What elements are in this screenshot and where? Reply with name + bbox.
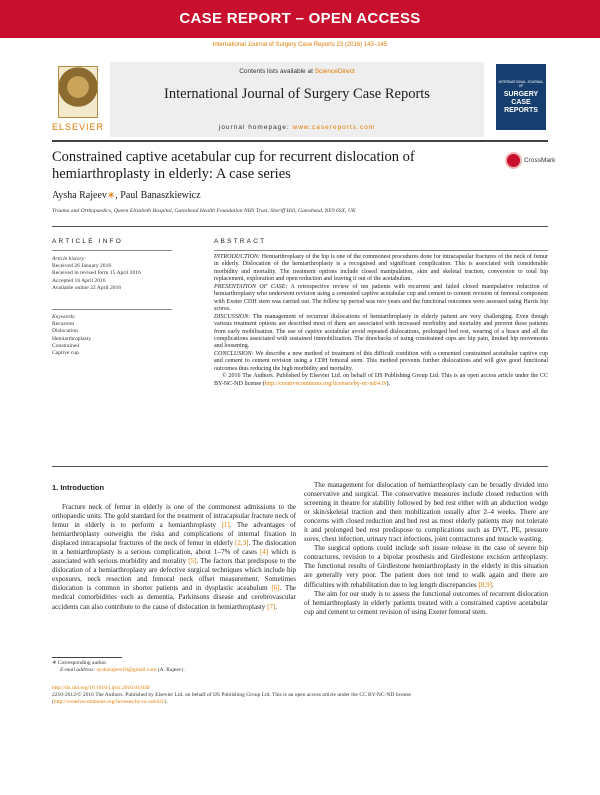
right-column (304, 481, 548, 617)
keywords-label: Keywords: (52, 314, 77, 320)
email-label: E-mail address: (60, 667, 97, 673)
email-line (52, 667, 312, 674)
keyword-item: Hemiarthroplasty (52, 335, 92, 342)
paren-open: ( (52, 699, 54, 705)
intro-paragraph-2: The management for dislocation of hemiarthroplasty can be broadly divided into conservative and surgical. The conservative measures include closed reduction with screening in theatre for stability followed by bed rest either with an abduction wedge or skin/skeletal traction and then mobilization usually after 2–4 weeks. There are concerns with closed reduction and bed rest as most elderly patients may not tolerate it and prolonged bed rest predispose to complications such as DVT, PE, pressure sores, chest infection, urinary tract infections, joint contractures and muscle wasting. (304, 481, 548, 544)
author-1: Aysha Rajeev (52, 190, 107, 201)
citation-link[interactable]: [1] (221, 521, 230, 530)
text-run: . (275, 602, 278, 611)
abstract-discussion (214, 314, 548, 351)
doi-link[interactable]: http://dx.doi.org/10.1016/j.ijscr.2016.04.030 (52, 685, 150, 691)
abstract-intro-label: INTRODUCTION: (214, 254, 261, 260)
abstract-copyright (214, 373, 548, 388)
history-received: Received 26 January 2016 (52, 263, 112, 270)
cover-line-1: INTERNATIONAL JOURNAL OF (498, 80, 544, 88)
keyword-item: Recurrent (52, 321, 75, 328)
elsevier-wordmark: ELSEVIER (52, 122, 105, 132)
journal-cover-thumbnail[interactable] (496, 64, 546, 130)
text-run: . The medical comorbidities such as dementia, Parkinsons disease and cerebrovascular accidents can also contribute to the cause of dislocation in hemiarthroplasty (52, 584, 296, 611)
abstract-intro-text: Hemiarthroplasty of the hip is one of the commonest procedures done for intracapsular fractures of the neck of femur in elderly. Dislocation of the hemiarthroplasty is a recognised and significant complication. This is associated with considerable morbidity and mortality. The treatment options include closed manipulation, skin and skeletal traction, conversion to total hip replacement, exploration and open reduction and leaving it out of the acetabulum. (214, 254, 548, 283)
citation-link[interactable]: [5] (188, 557, 197, 566)
article-info-rule (52, 250, 172, 251)
intro-paragraph-4: The aim for our study is to assess the functional outcomes of recurrent dislocation of hemiarthroplasty in elderly patients treated with a constrained captive acetabular cup and cement to cement revision of using Exeter femoral stem. (304, 589, 548, 616)
elsevier-tree-icon (58, 66, 98, 118)
homepage-link[interactable]: www.casereports.com (292, 124, 376, 131)
text-run: . The factors that predispose to the dislocation of a hemiarthroplasty are defective surgical techniques which include hip exposures, neck resection and femoral neck offset measurement. Sometimes dislocation is common in shorter patients and in dysplastic aceabulum (52, 557, 296, 593)
keyword-item: Dislocation (52, 328, 78, 335)
bottom-license-link[interactable]: http://creativecommons.org/licenses/by-nc-nd/4.0/ (53, 699, 165, 705)
text-run: The surgical options could include soft tissue release in the case of severe hip contractures, revision to a bipolar prosthesis and Girdlestone excision arthroplasty. The functional results of Girdlestone hemiarthroplasty in the elderly in this situation are generally very poor. The patient does not tend to walk again and there are difficulties with rehabilitation due to leg length discrepancies (304, 544, 548, 589)
sciencedirect-link[interactable]: ScienceDirect (314, 68, 355, 75)
abstract-rule (214, 250, 548, 251)
abstract-heading: ABSTRACT (214, 238, 267, 245)
contents-line (110, 68, 484, 75)
abstract-presentation (214, 284, 548, 314)
left-column (52, 503, 296, 612)
text-run: Fracture neck of femur in elderly is one of the commonest admissions to the orthopaedic units. The gold standard for the treatment of intracapsular fracture neck of femur in elderly is to perform a hemiarthroplasty (52, 503, 296, 530)
author-2: , Paul Banaszkiewicz (115, 190, 201, 201)
homepage-prefix: journal homepage: (218, 124, 293, 131)
email-link[interactable]: aysharajeev18@gmail.com (96, 667, 157, 673)
text-run: . The advantages of hemiarthroplasty outweighs the risks and complications of internal fixation in displaced intracapsular fractures of the neck of femur in elderly (52, 521, 296, 548)
article-title: Constrained captive acetabular cup for recurrent dislocation of hemiarthroplasty in elderly: A case series (52, 149, 415, 182)
license-url-line (52, 699, 548, 706)
journal-homepage (110, 124, 484, 131)
abstract-conclusion-label: CONCLUSION: (214, 350, 254, 357)
footnote-rule (52, 657, 122, 658)
bottom-matter (52, 685, 548, 706)
citation-link[interactable]: [4] (259, 548, 269, 557)
intro-paragraph-3 (304, 544, 548, 589)
license-link[interactable]: http://creativecommons.org/licenses/by-nc-nd/4.0/ (264, 380, 387, 387)
intro-paragraph-1 (52, 503, 296, 612)
abstract-discussion-text: The management of recurrent dislocations of hemiarthroplasty in elderly patient are very challenging. Even though various treatment options are described most of them are associated with increased morbidity and mortality and prevent these patients from early mobilisation. The use of captive acetabular avoid repeated dislocations, prolonged bed rest, wearing of a brace and all the complications associated with sustained immobilization. The drawbacks of using constrained cups are hip pain, limited hip movements and loosening. (214, 313, 548, 350)
abstract-divider (52, 466, 548, 467)
history-label: Article history: (52, 256, 87, 262)
journal-citation[interactable]: International Journal of Surgery Case Reports 23 (2016) 143–145 (212, 42, 388, 48)
abstract-case-text: A retrospective review of ten patients with recurrent and failed closed manipulative reduction of hemiarthroplasty who underwent revision using a cemented captive acetabular cup and cement to cement revision of femoral component with Exeter CDH stem was carried out. The follow up period was two years and the functional outcomes were assessed using Harris hip scores. (214, 283, 548, 313)
email-suffix: (A. Rajeev). (156, 667, 185, 673)
footnote (52, 660, 312, 674)
citation-link[interactable]: [6] (271, 584, 280, 593)
corresponding-author-mark[interactable]: ∗ (106, 190, 116, 201)
keyword-item: Constrained (52, 342, 80, 349)
abstract-body (214, 254, 548, 388)
copyright-text: © 2016 The Authors. Published by Elsevier Ltd. on behalf of IJS Publishing Group Ltd. This is an open access article under the CC BY-NC-ND license ( (214, 373, 548, 387)
citation-link[interactable]: [2,3] (235, 539, 249, 548)
keyword-item: Captive cup (52, 350, 79, 357)
citation-link[interactable]: [7] (267, 602, 276, 611)
contents-prefix: Contents lists available at (239, 68, 315, 75)
keywords (52, 314, 91, 357)
abstract-discussion-label: DISCUSSION: (214, 313, 251, 320)
citation-link[interactable]: [8,9] (478, 580, 492, 589)
history-accepted: Accepted 16 April 2016 (52, 277, 106, 284)
crossmark-icon (505, 152, 522, 169)
affiliation: Trauma and Orthopaedics, Queen Elizabeth Hospital, Gateshead Health Foundation NHS Trust, Sheriff Hill, Gateshead, NE9 6SX, UK (52, 208, 356, 214)
abstract-conclusion (214, 351, 548, 373)
article-info-heading: ARTICLE INFO (52, 238, 124, 245)
abstract-introduction (214, 254, 548, 284)
cover-line-2: SURGERY CASE REPORTS (503, 91, 539, 114)
introduction-heading: 1. Introduction (52, 483, 105, 492)
corresponding-author-note: ∗ Corresponding author. (52, 660, 108, 666)
header-divider (52, 140, 548, 142)
article-history (52, 256, 141, 292)
author-line (52, 190, 201, 201)
copyright-end: ). (386, 380, 391, 387)
keywords-rule (52, 309, 172, 310)
journal-header-box (110, 62, 484, 137)
affiliation-divider (52, 226, 548, 227)
crossmark-label: CrossMark (524, 157, 556, 164)
journal-title: International Journal of Surgery Case Reports (164, 86, 430, 102)
abstract-case-label: PRESENTATION OF CASE: (214, 283, 288, 290)
text-run: . (491, 580, 494, 589)
paren-close: ). (164, 699, 168, 705)
text-run: which is associated with serious morbidity and morality (52, 548, 296, 566)
text-run: . The dislocation in a hemiarthroplasty is a serious complication, about 1–7% of cases (52, 539, 296, 557)
case-report-banner: CASE REPORT – OPEN ACCESS (0, 0, 600, 38)
license-statement: 2210-2612/© 2016 The Authors. Published by Elsevier Ltd. on behalf of IJS Publishing Group Ltd. This is an open access article under the CC BY-NC-ND license (52, 692, 411, 698)
history-online: Available online 22 April 2016 (52, 284, 122, 291)
elsevier-logo[interactable] (52, 66, 104, 136)
crossmark-badge[interactable] (505, 152, 556, 172)
history-revised: Received in revised form 15 April 2016 (52, 270, 141, 277)
abstract-conclusion-text: We describe a new method of treatment of this difficult condition with a cemented constrained acetabular captive cup and cement to cement revision using a CDH femoral stem. This method prevents further dislocations and will give good functional outcomes thus reducing the high morbidity and mortality. (214, 350, 548, 372)
journal-header (52, 62, 548, 137)
